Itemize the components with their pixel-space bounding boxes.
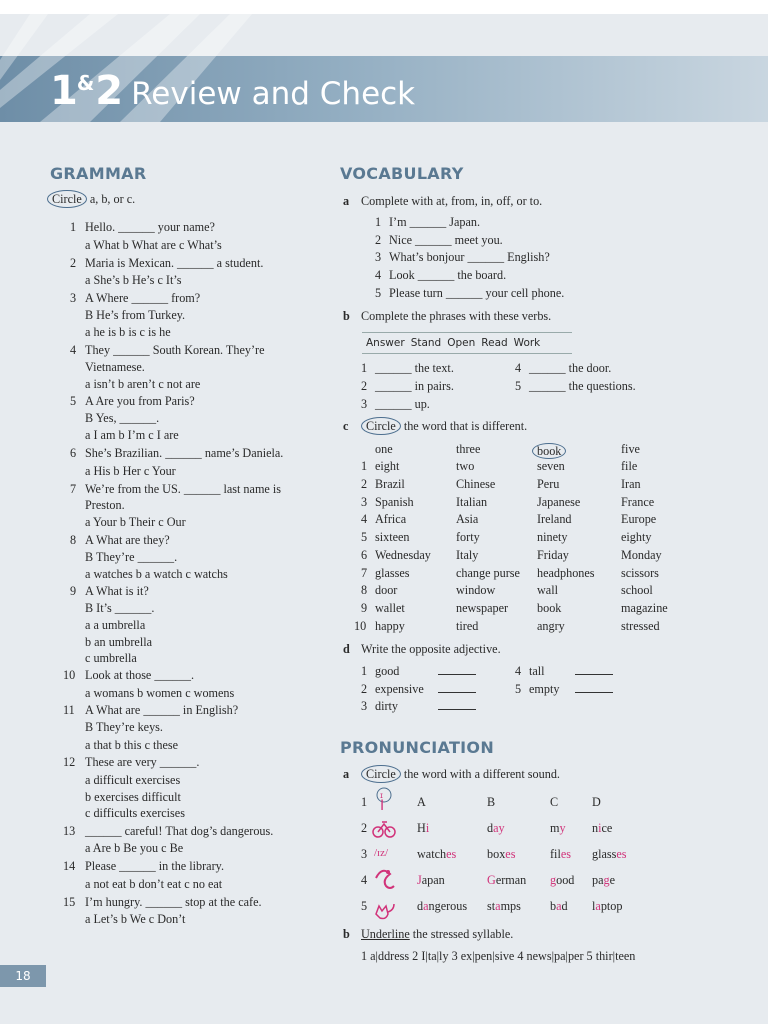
question-number: 1: [70, 220, 77, 234]
word-cell: headphones: [537, 566, 595, 580]
item-number: 10: [354, 619, 367, 633]
exercise-instruction: Underline the stressed syllable.: [361, 927, 514, 941]
exercise-instruction: Write the opposite adjective.: [361, 642, 501, 656]
question-number: 10: [63, 668, 76, 682]
question-text: Maria is Mexican. ______ a student.: [85, 256, 264, 270]
vocabulary-heading: VOCABULARY: [340, 164, 464, 183]
word-cell: Spanish: [375, 495, 414, 509]
word-cell: Italian: [456, 495, 488, 509]
item-number: 8: [361, 583, 368, 597]
item-number: 5: [515, 379, 522, 393]
question-text: A What are they?: [85, 533, 170, 547]
answer-options: c difficults exercises: [85, 806, 185, 820]
grammar-heading: GRAMMAR: [50, 164, 147, 183]
question-text: A Where ______ from?: [85, 291, 201, 305]
word-cell: France: [621, 495, 655, 509]
item-text: Nice ______ meet you.: [389, 233, 503, 247]
answer-options: a he is b is c is he: [85, 325, 171, 339]
verb-word: Read: [481, 337, 508, 349]
item-number: 4: [361, 873, 368, 887]
item-text: dirty: [375, 699, 399, 713]
item-number: 2: [361, 682, 368, 696]
word-cell: Asia: [456, 512, 479, 526]
circle-word: Circle: [47, 190, 87, 208]
jazz-sound-icon: [376, 870, 394, 888]
answer-blank: [575, 665, 613, 677]
answer-options: b exercises difficult: [85, 790, 181, 804]
answer-options: a What b What are c What’s: [85, 238, 222, 252]
answer-blank: [438, 700, 476, 712]
word-cell: Brazil: [375, 477, 405, 491]
item-number: 5: [515, 682, 522, 696]
verb-box: [362, 332, 572, 354]
question-continuation: B They’re keys.: [85, 720, 163, 734]
question-text: Please ______ in the library.: [85, 859, 224, 873]
column-header: A: [417, 795, 426, 809]
question-text: I’m hungry. ______ stop at the cafe.: [85, 895, 262, 909]
question-text: She’s Brazilian. ______ name’s Daniela.: [85, 446, 284, 460]
word-cell: Japan: [417, 873, 445, 887]
grammar-instruction: Circle a, b, or c.: [52, 193, 135, 205]
question-number: 5: [70, 394, 77, 408]
question-number: 4: [70, 343, 77, 357]
answer-blank: [438, 683, 476, 695]
item-number: 1: [375, 215, 382, 229]
question-text: A What is it?: [85, 584, 149, 598]
answer-options: a His b Her c Your: [85, 464, 176, 478]
verb-word: Answer: [366, 337, 405, 349]
answer-options: a Your b Their c Our: [85, 515, 186, 529]
word-cell: my: [550, 821, 566, 835]
question-text: They ______ South Korean. They’re: [85, 343, 265, 357]
example-word: book: [532, 443, 566, 459]
item-number: 4: [361, 512, 368, 526]
item-number: 6: [361, 548, 368, 562]
word-cell: stamps: [487, 899, 521, 913]
question-text: A What are ______ in English?: [85, 703, 239, 717]
word-cell: two: [456, 459, 475, 473]
question-number: 14: [63, 859, 76, 873]
word-cell: watches: [417, 847, 457, 861]
item-number: 3: [361, 847, 368, 861]
item-number: 4: [515, 664, 522, 678]
word-cell: happy: [375, 619, 405, 633]
word-cell: file: [621, 459, 638, 473]
word-cell: good: [550, 873, 575, 887]
word-cell: bad: [550, 899, 568, 913]
question-continuation: Vietnamese.: [85, 360, 145, 374]
example-word: one: [375, 442, 393, 456]
circle-word: Circle: [361, 417, 401, 435]
eye-sound-icon: [377, 788, 391, 814]
answer-options: a She’s b He’s c It’s: [85, 273, 182, 287]
word-cell: sixteen: [375, 530, 410, 544]
column-header: C: [550, 795, 559, 809]
answer-options: a I am b I’m c I are: [85, 428, 179, 442]
exercise-label: b: [343, 927, 350, 941]
answer-options: a a umbrella: [85, 618, 146, 632]
question-number: 7: [70, 482, 77, 496]
item-text: ______ the questions.: [529, 379, 636, 393]
word-cell: Japanese: [537, 495, 581, 509]
sound-symbol: /ɪz/: [374, 847, 389, 859]
word-cell: Chinese: [456, 477, 496, 491]
answer-options: a womans b women c womens: [85, 686, 235, 700]
answer-options: a not eat b don’t eat c no eat: [85, 877, 223, 891]
answer-options: c umbrella: [85, 651, 137, 665]
item-number: 5: [361, 530, 368, 544]
question-number: 8: [70, 533, 77, 547]
item-text: ______ the door.: [529, 361, 612, 375]
word-cell: scissors: [621, 566, 659, 580]
item-number: 3: [361, 397, 368, 411]
word-cell: German: [487, 873, 527, 887]
word-cell: ninety: [537, 530, 568, 544]
example-word: three: [456, 442, 481, 456]
exercise-label: a: [343, 194, 350, 208]
answer-options: a isn’t b aren’t c not are: [85, 377, 201, 391]
question-text: A Are you from Paris?: [85, 394, 195, 408]
word-cell: wall: [537, 583, 558, 597]
answer-options: a Let’s b We c Don’t: [85, 912, 186, 926]
question-continuation: B It’s ______.: [85, 601, 155, 615]
answer-options: a Are b Be you c Be: [85, 841, 184, 855]
item-text: Please turn ______ your cell phone.: [389, 286, 565, 300]
page-number: 18: [0, 965, 46, 987]
word-cell: angry: [537, 619, 565, 633]
item-number: 1: [361, 664, 368, 678]
exercise-instruction: Circle the word that is different.: [366, 420, 527, 432]
verb-word: Stand: [410, 337, 442, 349]
word-cell: Europe: [621, 512, 657, 526]
question-text: ______ careful! That dog’s dangerous.: [85, 824, 274, 838]
item-text: ______ in pairs.: [375, 379, 454, 393]
question-number: 2: [70, 256, 77, 270]
item-text: good: [375, 664, 400, 678]
answer-options: a watches b a watch c watchs: [85, 567, 228, 581]
question-continuation: B Yes, ______.: [85, 411, 160, 425]
exercise-label: d: [343, 642, 350, 656]
item-number: 2: [361, 477, 368, 491]
word-cell: Hi: [417, 821, 430, 835]
item-number: 1: [361, 361, 368, 375]
word-cell: stressed: [621, 619, 660, 633]
word-cell: Italy: [456, 548, 479, 562]
svg-text:I: I: [380, 798, 385, 814]
verb-word: Open: [447, 337, 476, 349]
exercise-label: c: [343, 419, 349, 433]
question-number: 6: [70, 446, 77, 460]
bike-sound-icon: [373, 822, 395, 837]
verb-word: Work: [513, 337, 541, 349]
exercise-label: a: [343, 767, 350, 781]
word-cell: glasses: [375, 566, 410, 580]
word-cell: seven: [537, 459, 565, 473]
circle-word: Circle: [361, 765, 401, 783]
word-cell: laptop: [592, 899, 623, 913]
word-cell: Monday: [621, 548, 662, 562]
item-text: Look ______ the board.: [389, 268, 507, 282]
exercise-label: b: [343, 309, 350, 323]
question-number: 9: [70, 584, 77, 598]
answer-options: a that b this c these: [85, 738, 179, 752]
question-number: 11: [63, 703, 75, 717]
word-cell: Friday: [537, 548, 569, 562]
word-cell: eighty: [621, 530, 652, 544]
word-cell: change purse: [456, 566, 520, 580]
item-text: What’s bonjour ______ English?: [389, 250, 550, 264]
question-number: 3: [70, 291, 77, 305]
sound-picture-icons: [370, 786, 400, 926]
item-number: 1: [361, 459, 368, 473]
item-number: 7: [361, 566, 368, 580]
item-number: 5: [375, 286, 382, 300]
unit-number-2: 2: [95, 68, 122, 114]
svg-text:ɪ: ɪ: [380, 791, 383, 800]
word-cell: Ireland: [537, 512, 572, 526]
word-cell: book: [537, 601, 562, 615]
exercise-instruction: Complete the phrases with these verbs.: [361, 309, 552, 323]
item-text: expensive: [375, 682, 424, 696]
question-continuation: B They’re ______.: [85, 550, 178, 564]
item-text: ______ up.: [375, 397, 430, 411]
item-number: 9: [361, 601, 368, 615]
question-number: 13: [63, 824, 76, 838]
item-text: empty: [529, 682, 560, 696]
item-number: 2: [361, 821, 368, 835]
pronunciation-heading: PRONUNCIATION: [340, 738, 495, 757]
item-text: ______ the text.: [375, 361, 454, 375]
word-cell: eight: [375, 459, 400, 473]
word-cell: Iran: [621, 477, 641, 491]
syllable-items: 1 a|ddress 2 I|ta|ly 3 ex|pen|sive 4 news|pa|per 5 thir|teen: [361, 949, 636, 963]
word-cell: files: [550, 847, 571, 861]
word-cell: forty: [456, 530, 480, 544]
word-cell: Peru: [537, 477, 560, 491]
item-number: 3: [361, 699, 368, 713]
word-cell: nice: [592, 821, 613, 835]
answer-blank: [438, 665, 476, 677]
word-cell: Africa: [375, 512, 407, 526]
word-cell: page: [592, 873, 616, 887]
question-text: These are very ______.: [85, 755, 200, 769]
answer-options: b an umbrella: [85, 635, 153, 649]
word-cell: boxes: [487, 847, 516, 861]
item-number: 1: [361, 795, 368, 809]
word-cell: glasses: [592, 847, 627, 861]
column-header: B: [487, 795, 496, 809]
cat-sound-icon: [376, 904, 394, 919]
question-text: Look at those ______.: [85, 668, 194, 682]
question-number: 15: [63, 895, 76, 909]
item-number: 4: [515, 361, 522, 375]
word-cell: magazine: [621, 601, 668, 615]
question-continuation: Preston.: [85, 498, 125, 512]
word-cell: dangerous: [417, 899, 468, 913]
item-number: 2: [361, 379, 368, 393]
exercise-instruction: Circle the word with a different sound.: [366, 768, 560, 780]
word-cell: day: [487, 821, 505, 835]
ampersand: &: [76, 71, 95, 95]
word-cell: newspaper: [456, 601, 509, 615]
example-word: five: [621, 442, 640, 456]
word-cell: door: [375, 583, 398, 597]
page-title: Review and Check: [131, 76, 416, 112]
word-cell: window: [456, 583, 496, 597]
question-continuation: B He’s from Turkey.: [85, 308, 186, 322]
word-cell: school: [621, 583, 653, 597]
word-cell: tired: [456, 619, 479, 633]
item-text: I’m ______ Japan.: [389, 215, 481, 229]
item-number: 3: [361, 495, 368, 509]
item-text: tall: [529, 664, 545, 678]
item-number: 4: [375, 268, 382, 282]
word-cell: wallet: [375, 601, 405, 615]
word-cell: Wednesday: [375, 548, 431, 562]
item-number: 2: [375, 233, 382, 247]
item-number: 5: [361, 899, 368, 913]
item-number: 3: [375, 250, 382, 264]
answer-blank: [575, 683, 613, 695]
unit-number-1: 1: [50, 68, 76, 114]
answer-options: a difficult exercises: [85, 773, 181, 787]
question-text: We’re from the US. ______ last name is: [85, 482, 282, 496]
exercise-instruction: Complete with at, from, in, off, or to.: [361, 194, 543, 208]
unit-title: [50, 68, 415, 114]
question-text: Hello. ______ your name?: [85, 220, 215, 234]
column-header: D: [592, 795, 601, 809]
question-number: 12: [63, 755, 76, 769]
